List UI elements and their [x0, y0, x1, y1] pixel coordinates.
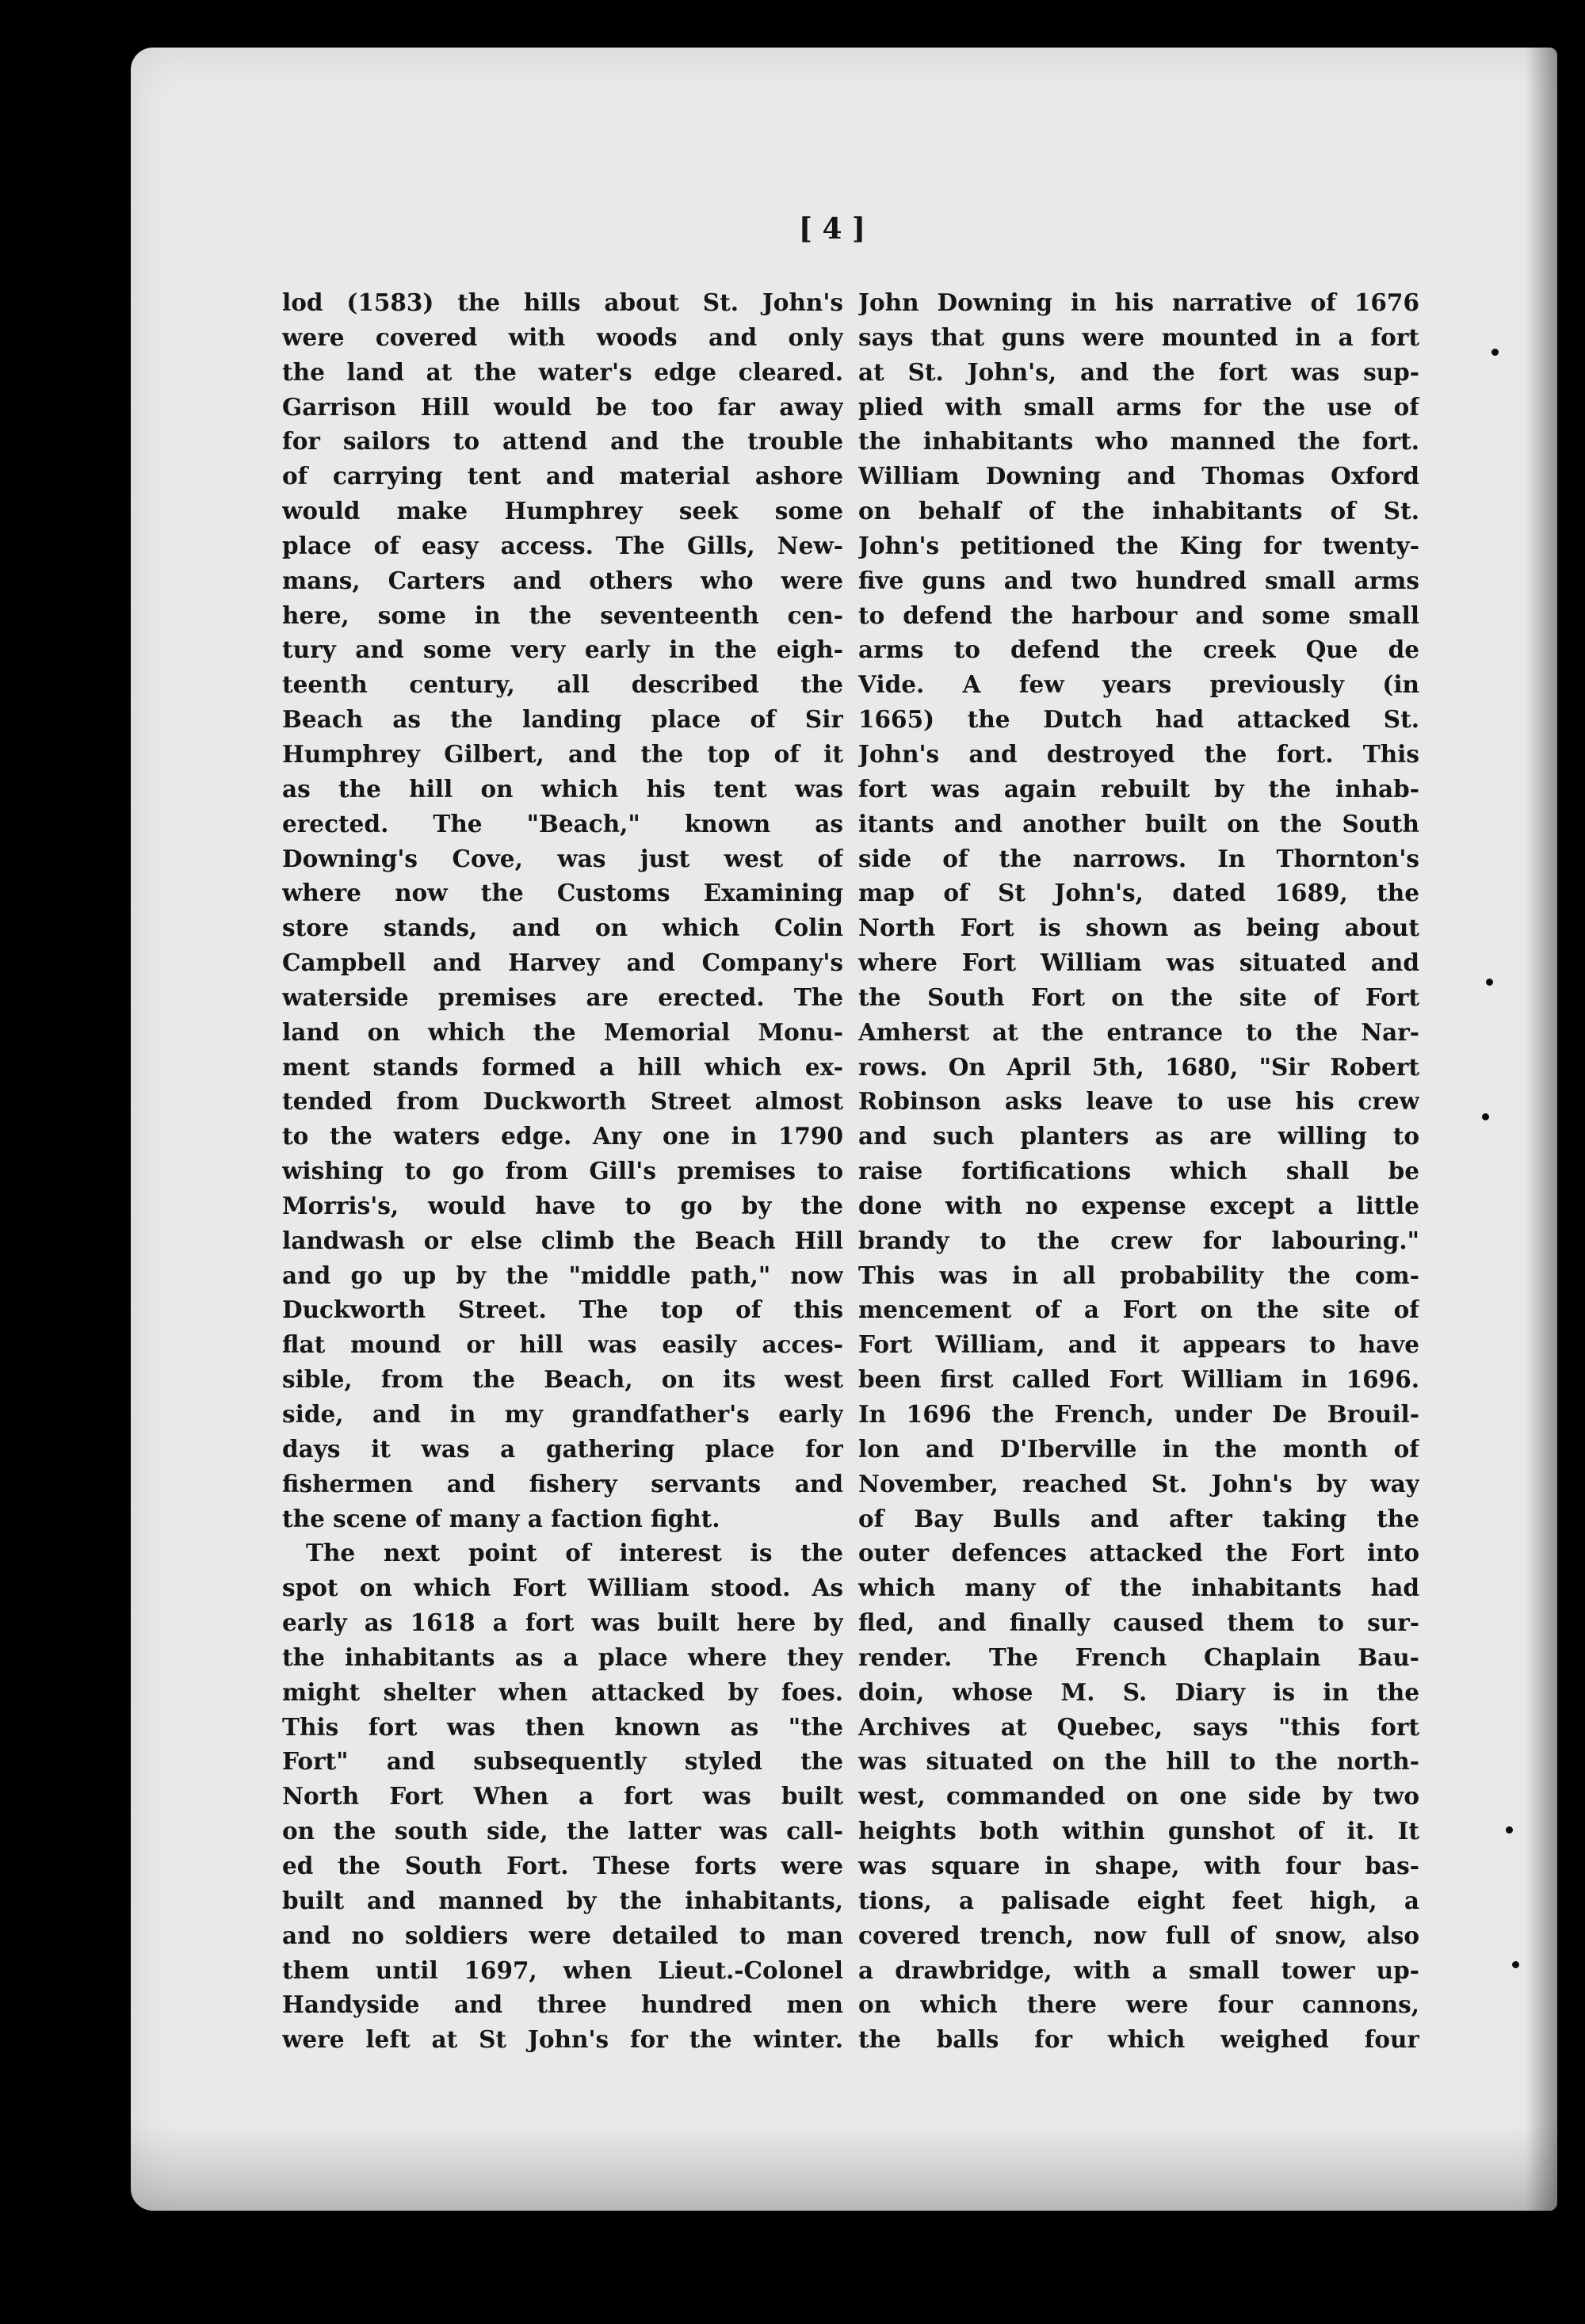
- text-line: on behalf of the inhabitants of St.: [858, 497, 1419, 525]
- text-line: ment stands formed a hill which ex-: [282, 1052, 843, 1081]
- text-line: Robinson asks leave to use his crew: [858, 1087, 1419, 1116]
- text-line: This fort was then known as "the: [282, 1712, 843, 1741]
- text-line: where Fort William was situated and: [858, 948, 1419, 977]
- text-line: tury and some very early in the eigh-: [282, 635, 843, 664]
- text-line: mans, Carters and others who were: [282, 566, 843, 594]
- text-line: This was in all probability the com-: [858, 1261, 1419, 1289]
- text-line: which many of the inhabitants had: [858, 1574, 1419, 1602]
- text-line: November, reached St. John's by way: [858, 1469, 1419, 1498]
- margin-speck: [1486, 979, 1493, 986]
- text-line: teenth century, all described the: [282, 670, 843, 699]
- text-line: side of the narrows. In Thornton's: [858, 844, 1419, 872]
- text-line: outer defences attacked the Fort into: [858, 1539, 1419, 1567]
- text-line: fled, and finally caused them to sur-: [858, 1608, 1419, 1637]
- text-line: was square in shape, with four bas-: [858, 1851, 1419, 1879]
- text-line: a drawbridge, with a small tower up-: [858, 1956, 1419, 1984]
- text-line: 1665) the Dutch had attacked St.: [858, 705, 1419, 734]
- text-line: been first called Fort William in 1696.: [858, 1365, 1419, 1394]
- text-line: itants and another built on the South: [858, 809, 1419, 838]
- text-line: lon and D'Iberville in the month of: [858, 1434, 1419, 1463]
- text-line: Duckworth Street. The top of this: [282, 1296, 843, 1324]
- text-line: Fort" and subsequently styled the: [282, 1747, 843, 1776]
- text-line: In 1696 the French, under De Brouil-: [858, 1400, 1419, 1428]
- text-line: tions, a palisade eight feet high, a: [858, 1886, 1419, 1914]
- text-line: the South Fort on the site of Fort: [858, 983, 1419, 1011]
- text-line: John's petitioned the King for twenty-: [858, 531, 1419, 559]
- text-line: John Downing in his narrative of 1676: [858, 288, 1419, 316]
- page-number: [ 4 ]: [798, 212, 866, 246]
- text-line: fishermen and fishery servants and: [282, 1469, 843, 1498]
- text-line: Archives at Quebec, says "this fort: [858, 1712, 1419, 1741]
- text-line: doin, whose M. S. Diary is in the: [858, 1677, 1419, 1706]
- margin-speck: [1506, 1826, 1513, 1834]
- text-line: here, some in the seventeenth cen-: [282, 601, 843, 629]
- text-line: rows. On April 5th, 1680, "Sir Robert: [858, 1052, 1419, 1081]
- text-line: five guns and two hundred small arms: [858, 566, 1419, 594]
- text-line: the balls for which weighed four: [858, 2025, 1419, 2054]
- text-line: erected. The "Beach," known as: [282, 809, 843, 838]
- text-line: the inhabitants who manned the fort.: [858, 427, 1419, 456]
- left-text-column: [282, 285, 843, 2057]
- text-line: might shelter when attacked by foes.: [282, 1677, 843, 1706]
- text-line: Handyside and three hundred men: [282, 1990, 843, 2019]
- text-line: fort was again rebuilt by the inhab-: [858, 774, 1419, 803]
- text-line: were covered with woods and only: [282, 322, 843, 351]
- text-line: of Bay Bulls and after taking the: [858, 1504, 1419, 1532]
- text-line: covered trench, now full of snow, also: [858, 1921, 1419, 1949]
- text-line: and no soldiers were detailed to man: [282, 1921, 843, 1949]
- text-line: as the hill on which his tent was: [282, 774, 843, 803]
- text-line: brandy to the crew for labouring.": [858, 1226, 1419, 1254]
- text-line: side, and in my grandfather's early: [282, 1400, 843, 1428]
- page-right-edge-shadow: [1526, 48, 1557, 2211]
- text-line: store stands, and on which Colin: [282, 914, 843, 942]
- text-line: spot on which Fort William stood. As: [282, 1574, 843, 1602]
- text-line: days it was a gathering place for: [282, 1434, 843, 1463]
- text-line: render. The French Chaplain Bau-: [858, 1643, 1419, 1671]
- text-line: William Downing and Thomas Oxford: [858, 462, 1419, 490]
- text-line: done with no expense except a little: [858, 1191, 1419, 1219]
- text-line: waterside premises are erected. The: [282, 983, 843, 1011]
- text-line: North Fort is shown as being about: [858, 914, 1419, 942]
- margin-speck: [1512, 1961, 1519, 1968]
- text-line: tended from Duckworth Street almost: [282, 1087, 843, 1116]
- text-line: on which there were four cannons,: [858, 1990, 1419, 2019]
- text-line: The next point of interest is the: [306, 1539, 843, 1567]
- right-text-column: [858, 285, 1419, 2057]
- text-line: the inhabitants as a place where they: [282, 1643, 843, 1671]
- text-line: place of easy access. The Gills, New-: [282, 531, 843, 559]
- text-line: Garrison Hill would be too far away: [282, 392, 843, 421]
- margin-speck: [1482, 1113, 1489, 1120]
- text-line: for sailors to attend and the trouble: [282, 427, 843, 456]
- text-line: flat mound or hill was easily acces-: [282, 1330, 843, 1359]
- text-line: plied with small arms for the use of: [858, 392, 1419, 421]
- text-line: landwash or else climb the Beach Hill: [282, 1226, 843, 1254]
- text-line: where now the Customs Examining: [282, 879, 843, 907]
- text-line: says that guns were mounted in a fort: [858, 322, 1419, 351]
- page-bottom-shadow: [131, 2124, 1557, 2211]
- text-line: map of St John's, dated 1689, the: [858, 879, 1419, 907]
- text-line: at St. John's, and the fort was sup-: [858, 357, 1419, 386]
- text-line: on the south side, the latter was call-: [282, 1817, 843, 1845]
- text-line: and such planters as are willing to: [858, 1122, 1419, 1151]
- text-line: John's and destroyed the fort. This: [858, 739, 1419, 768]
- text-line: mencement of a Fort on the site of: [858, 1296, 1419, 1324]
- text-line: land on which the Memorial Monu-: [282, 1017, 843, 1046]
- text-line: were left at St John's for the winter.: [282, 2025, 843, 2054]
- text-line: North Fort When a fort was built: [282, 1782, 843, 1811]
- text-line: Beach as the landing place of Sir: [282, 705, 843, 734]
- text-line: of carrying tent and material ashore: [282, 462, 843, 490]
- text-line: wishing to go from Gill's premises to: [282, 1157, 843, 1185]
- text-line: sible, from the Beach, on its west: [282, 1365, 843, 1394]
- text-line: Vide. A few years previously (in: [858, 670, 1419, 699]
- text-line: Humphrey Gilbert, and the top of it: [282, 739, 843, 768]
- text-line: would make Humphrey seek some: [282, 497, 843, 525]
- margin-speck: [1491, 349, 1499, 356]
- text-line: Amherst at the entrance to the Nar-: [858, 1017, 1419, 1046]
- text-line: heights both within gunshot of it. It: [858, 1817, 1419, 1845]
- text-line: to the waters edge. Any one in 1790: [282, 1122, 843, 1151]
- text-line: and go up by the "middle path," now: [282, 1261, 843, 1289]
- document-page: [131, 48, 1557, 2211]
- text-line: early as 1618 a fort was built here by: [282, 1608, 843, 1637]
- text-line: the scene of many a faction fight.: [282, 1504, 720, 1532]
- text-line: was situated on the hill to the north-: [858, 1747, 1419, 1776]
- text-line: raise fortifications which shall be: [858, 1157, 1419, 1185]
- text-line: lod (1583) the hills about St. John's: [282, 288, 843, 316]
- text-line: them until 1697, when Lieut.-Colonel: [282, 1956, 843, 1984]
- text-line: arms to defend the creek Que de: [858, 635, 1419, 664]
- text-line: ed the South Fort. These forts were: [282, 1851, 843, 1879]
- text-line: Downing's Cove, was just west of: [282, 844, 843, 872]
- text-line: Morris's, would have to go by the: [282, 1191, 843, 1219]
- text-line: the land at the water's edge cleared.: [282, 357, 843, 386]
- text-line: built and manned by the inhabitants,: [282, 1886, 843, 1914]
- text-line: west, commanded on one side by two: [858, 1782, 1419, 1811]
- text-line: Campbell and Harvey and Company's: [282, 948, 843, 977]
- text-line: to defend the harbour and some small: [858, 601, 1419, 629]
- text-line: Fort William, and it appears to have: [858, 1330, 1419, 1359]
